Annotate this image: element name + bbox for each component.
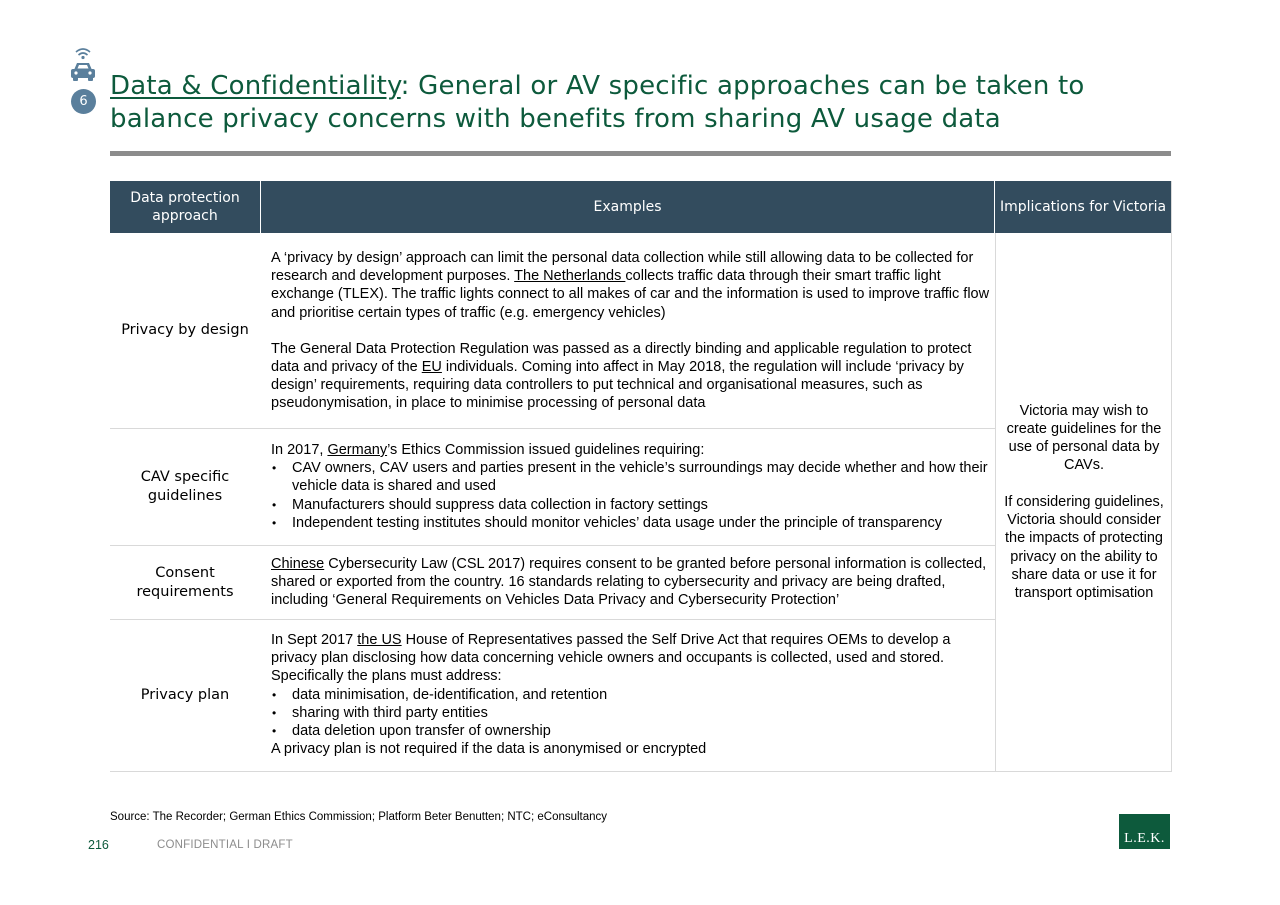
implication-paragraph: If considering guidelines, Victoria should consider the impacts of protecting privacy on the ability to share data or use it for transport optimisation xyxy=(1004,493,1164,602)
example-paragraph: A privacy plan is not required if the data is anonymised or encrypted xyxy=(271,741,707,758)
list-item: • data deletion upon transfer of ownership xyxy=(271,722,991,740)
example-paragraph xyxy=(271,441,991,459)
implication-paragraph: Victoria may wish to create guidelines for the use of personal data by CAVs. xyxy=(1006,402,1162,474)
table-row xyxy=(110,620,995,771)
example-paragraph xyxy=(271,249,991,322)
text-run: ’s Ethics Commission issued guidelines requiring: xyxy=(387,442,705,458)
approach-cell: Consent requirements xyxy=(136,564,234,600)
list-item: • CAV owners, CAV users and parties present in the vehicle’s surroundings may decide whether and how their vehicle data is shared and used xyxy=(271,459,991,495)
title-divider xyxy=(110,151,1171,156)
approach-cell: CAV specific guidelines xyxy=(140,469,230,504)
approach-cell: Privacy plan xyxy=(140,687,230,703)
text-run: House of Representatives passed the Self Drive Act that requires OEMs to develop a privacy plan disclosing how data concerning vehicle owners and occupants is collected, used and stored. Specifically the plans must address: xyxy=(271,632,951,685)
plan-requirements-list xyxy=(271,686,991,741)
connected-car-icon xyxy=(68,46,98,86)
table-row xyxy=(110,429,995,545)
eu-link[interactable]: EU xyxy=(421,359,442,376)
approach-cell: Privacy by design xyxy=(121,322,249,338)
header-approach: Data protection approach xyxy=(110,181,261,233)
guideline-list xyxy=(271,459,991,532)
text-run: In 2017, xyxy=(271,442,328,458)
examples-cell xyxy=(271,555,991,610)
germany-link[interactable]: Germany xyxy=(327,442,388,458)
text-run: In Sept 2017 xyxy=(271,632,358,648)
text-run: The General Data Protection Regulation was passed as a directly binding and applicable regulation to protect data and privacy of the xyxy=(271,340,972,376)
text-run: A ‘privacy by design’ approach can limit the personal data collection while still allowing data to be collected for research and development purposes. xyxy=(271,250,974,285)
chinese-link[interactable]: Chinese xyxy=(271,556,325,572)
list-item: • data minimisation, de-identification, and retention xyxy=(271,686,991,704)
us-link[interactable]: the US xyxy=(357,632,402,648)
list-item: • Manufacturers should suppress data collection in factory settings xyxy=(271,496,991,514)
text-run: Cybersecurity Law (CSL 2017) requires consent to be granted before personal information is collected, shared or exported from the country. 16 standards relating to cybersecurity and privacy are being drafted, including ‘General Requirements on Vehicles Data Privacy and Cybersecurity Protection’ xyxy=(271,556,987,609)
source-note: Source: The Recorder; German Ethics Commission; Platform Beter Benutten; NTC; eConsultancy xyxy=(110,811,608,823)
page-title xyxy=(110,70,1170,136)
examples-cell xyxy=(271,631,991,758)
logo-text: L.E.K. xyxy=(1124,831,1165,846)
example-paragraph xyxy=(271,555,991,610)
table-row xyxy=(110,233,995,428)
implications-cell xyxy=(995,233,1172,771)
header-implications: Implications for Victoria xyxy=(999,199,1167,215)
list-item: • Independent testing institutes should monitor vehicles’ data usage under the principle of transparency xyxy=(271,514,991,532)
text-run: collects traffic data through their smart traffic light exchange (TLEX). The traffic lights connect to all makes of car and the information is used to improve traffic flow and prioritise certain types of traffic (e.g. emergency vehicles) xyxy=(271,268,990,321)
example-paragraph xyxy=(271,340,991,413)
title-lead-link[interactable]: Data & Confidentiality xyxy=(110,71,401,101)
table-row xyxy=(110,546,995,619)
list-item: • sharing with third party entities xyxy=(271,704,991,722)
netherlands-link[interactable]: The Netherlands xyxy=(514,268,626,285)
text-run: individuals. Coming into affect in May 2018, the regulation will include ‘privacy by design’ requirements, requiring data controllers to put technical and organisational measures, such as pseudonymisation, in place to minimise processing of personal data xyxy=(271,359,964,412)
table-header xyxy=(110,181,1171,233)
approaches-table xyxy=(110,181,1172,772)
example-paragraph xyxy=(271,631,991,686)
confidentiality-label: CONFIDENTIAL I DRAFT xyxy=(157,839,293,851)
examples-cell xyxy=(271,249,991,413)
page-number: 216 xyxy=(88,838,109,852)
section-number-badge: 6 xyxy=(71,89,96,114)
title-rest: : General or AV specific approaches can be taken to balance privacy concerns with benefits from sharing AV usage data xyxy=(110,71,1085,134)
lek-logo xyxy=(1119,814,1170,849)
examples-cell xyxy=(271,441,991,532)
header-examples: Examples xyxy=(261,181,995,233)
